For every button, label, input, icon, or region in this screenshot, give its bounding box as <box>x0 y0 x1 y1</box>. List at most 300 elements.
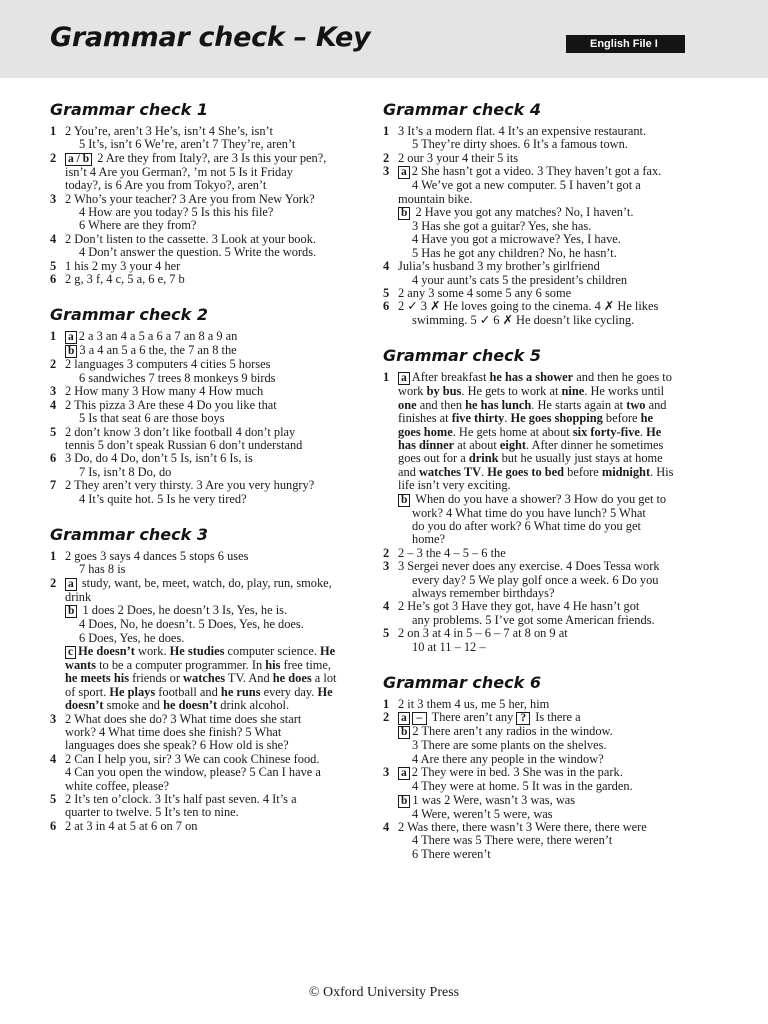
answer-item <box>50 273 350 286</box>
question-number: 2 <box>383 710 390 725</box>
answer-text: mountain bike. <box>398 191 473 206</box>
part-label-box: b <box>398 726 410 739</box>
answer-line <box>65 550 350 563</box>
answer-line <box>398 233 687 246</box>
bold-answer: He goes to bed <box>487 464 565 479</box>
answer-item <box>50 330 350 358</box>
grammar-section <box>383 100 687 327</box>
part-label-box: b <box>398 494 410 507</box>
answer-text: 2 languages 3 computers 4 cities 5 horses <box>65 357 271 372</box>
bold-answer: He <box>646 424 662 439</box>
answer-item <box>50 385 350 398</box>
bold-answer: drink <box>468 451 499 466</box>
answer-item <box>50 550 350 577</box>
answer-line <box>65 372 350 385</box>
answer-text: 6 Where are they from? <box>79 218 197 233</box>
answer-text: work <box>398 384 427 399</box>
answer-text: 2 a 3 an 4 a 5 a 6 a 7 an 8 a 9 an <box>78 329 238 344</box>
answer-text: 4 We’ve got a new computer. 5 I haven’t got a <box>412 178 641 193</box>
answer-text: 4 Have you got a microwave? Yes, I have. <box>412 232 621 247</box>
answer-item <box>383 821 687 861</box>
bold-answer: he has a shower <box>489 370 574 385</box>
answer-line <box>398 385 687 398</box>
answer-item <box>50 426 350 453</box>
answer-line <box>65 233 350 246</box>
answer-item <box>50 452 350 479</box>
answer-line <box>398 520 687 533</box>
answer-content <box>65 550 350 577</box>
answer-text: smoke and <box>103 698 164 713</box>
answer-line <box>65 206 350 219</box>
answer-line <box>65 659 350 672</box>
answer-line <box>398 614 687 627</box>
page-header <box>0 0 768 78</box>
answer-text: 2 – 3 the 4 – 5 – 6 the <box>398 545 506 560</box>
answer-line <box>65 753 350 766</box>
answer-line <box>65 399 350 412</box>
part-label-box: b <box>398 207 410 220</box>
answer-line <box>65 179 350 192</box>
answer-line <box>65 766 350 779</box>
answer-item <box>50 753 350 793</box>
answer-content <box>65 193 350 233</box>
answer-line <box>398 739 687 752</box>
answer-content <box>398 125 687 152</box>
answer-text: 2 g, 3 f, 4 c, 5 a, 6 e, 7 b <box>65 272 185 287</box>
answer-content <box>398 547 687 560</box>
answer-text: 2 How many 3 How many 4 How much <box>65 384 264 399</box>
grammar-section <box>383 673 687 861</box>
answer-line <box>398 507 687 520</box>
question-number: 2 <box>383 150 390 165</box>
answer-line <box>398 152 687 165</box>
answer-item <box>383 627 687 654</box>
bold-answer: midnight <box>601 464 651 479</box>
answer-text: TV. And <box>225 671 273 686</box>
answer-line <box>398 533 687 546</box>
answer-content <box>65 577 350 713</box>
answer-line <box>65 632 350 645</box>
answer-text: free time, <box>280 657 332 672</box>
answer-text: 4 There was 5 There were, there weren’t <box>412 833 613 848</box>
question-number: 3 <box>383 559 390 574</box>
answer-line <box>65 260 350 273</box>
answer-line <box>398 547 687 560</box>
answer-line <box>398 766 687 780</box>
bold-answer: six forty-five <box>572 424 640 439</box>
answer-text: work? 4 What time does she finish? 5 What <box>65 725 282 739</box>
bold-answer: two <box>626 397 646 412</box>
section-title: Grammar check 3 <box>50 524 208 544</box>
answer-text: friends or <box>129 671 184 686</box>
question-number: 1 <box>50 548 57 563</box>
answer-item <box>50 152 350 193</box>
bold-answer: He goes shopping <box>510 411 603 426</box>
answer-line <box>65 591 350 604</box>
answer-line <box>398 587 687 600</box>
bold-answer: watches TV <box>419 464 482 479</box>
answer-line <box>65 152 350 166</box>
part-label-box: b <box>65 605 77 618</box>
answer-text: . He starts again at <box>531 397 627 412</box>
answer-line <box>398 206 687 220</box>
answer-line <box>65 479 350 492</box>
question-number: 2 <box>50 150 57 165</box>
answer-item <box>383 547 687 560</box>
answer-line <box>398 426 687 439</box>
answer-line <box>398 193 687 206</box>
part-label-box: c <box>65 646 76 659</box>
question-number: 1 <box>383 124 390 138</box>
answer-text: . <box>481 464 488 479</box>
answer-line <box>398 399 687 412</box>
answer-line <box>65 806 350 819</box>
sign-box: – <box>412 712 427 725</box>
answer-text: tennis 5 don’t speak Russian 6 don’t understand <box>65 437 303 452</box>
answer-line <box>398 753 687 766</box>
answer-text: before <box>602 411 641 426</box>
answer-item <box>50 820 350 833</box>
question-number: 1 <box>50 329 57 344</box>
answer-text: and <box>398 464 419 479</box>
part-label-box: b <box>65 345 77 358</box>
bold-answer: nine <box>561 384 585 399</box>
answer-line <box>65 412 350 425</box>
answer-line <box>398 698 687 711</box>
answer-item <box>383 711 687 766</box>
question-number: 1 <box>50 124 57 138</box>
answer-line <box>398 808 687 821</box>
answer-line <box>65 577 350 591</box>
answer-item <box>383 300 687 327</box>
answer-text: always remember birthdays? <box>412 585 555 600</box>
answer-text: 3 Sergei never does any exercise. 4 Does Tessa work <box>398 559 660 574</box>
copyright-footer: © Oxford University Press <box>308 985 460 1000</box>
answer-text: 2 our 3 your 4 their 5 its <box>398 150 519 165</box>
section-title: Grammar check 6 <box>383 673 541 692</box>
section-title: Grammar check 5 <box>383 346 541 366</box>
answer-line <box>398 274 687 287</box>
answer-text: 2 There aren’t any radios in the window. <box>412 724 613 739</box>
question-number: 4 <box>383 259 390 274</box>
answer-text: 2 She hasn’t got a video. 3 They haven’t got a fax. <box>411 164 662 179</box>
answer-line <box>398 220 687 233</box>
answer-text: computer science. <box>224 643 321 658</box>
question-number: 6 <box>50 272 57 287</box>
answer-text: 4 They were at home. 5 It was in the garden. <box>412 779 633 794</box>
bold-answer: he does <box>272 671 312 686</box>
answer-content <box>65 125 350 152</box>
bold-answer: his <box>265 657 281 672</box>
answer-text: today?, is 6 Are you from Tokyo?, aren’t <box>65 178 267 193</box>
answer-text: . <box>639 424 647 439</box>
answer-content <box>65 793 350 820</box>
answer-text: . His <box>650 464 674 479</box>
answer-item <box>383 600 687 627</box>
answer-line <box>398 794 687 808</box>
question-number: 1 <box>383 697 390 711</box>
question-number: 2 <box>383 545 390 560</box>
grammar-section <box>383 346 687 654</box>
answer-content <box>65 713 350 753</box>
part-label-box: b <box>398 795 410 808</box>
answer-content <box>65 260 350 273</box>
answer-content <box>65 426 350 453</box>
question-number: 4 <box>383 820 390 835</box>
answer-line <box>398 466 687 479</box>
answer-item <box>50 479 350 506</box>
answer-text: work. <box>134 643 170 658</box>
answer-item <box>383 260 687 287</box>
answer-line <box>65 452 350 465</box>
answer-item <box>383 698 687 711</box>
answer-text: and then <box>416 397 466 412</box>
answer-text: 3 It’s a modern flat. 4 It’s an expensive restaurant. <box>398 124 647 138</box>
answer-content <box>65 753 350 793</box>
answer-text: before <box>564 464 602 479</box>
answer-text: quarter to twelve. 5 It’s ten to nine. <box>65 805 239 820</box>
answer-text: . <box>504 411 511 426</box>
bold-answer: goes home <box>398 424 453 439</box>
answer-text: 2 It’s ten o’clock. 3 It’s half past seven. 4 It’s a <box>65 792 297 807</box>
answer-line <box>398 627 687 640</box>
answer-line <box>65 604 350 618</box>
grammar-section <box>50 100 350 286</box>
answer-text: work? 4 What time do you have lunch? 5 What <box>412 505 646 520</box>
answer-text: finishes at <box>398 411 452 426</box>
answer-text: 4 Does, No, he doesn’t. 5 Does, Yes, he does. <box>79 617 304 632</box>
answer-line <box>65 645 350 659</box>
answer-content <box>398 560 687 600</box>
bold-answer: He <box>320 643 336 658</box>
answer-content <box>65 479 350 506</box>
answer-text: 5 They’re dirty shoes. 6 It’s a famous town. <box>412 137 628 152</box>
answer-line <box>398 641 687 654</box>
answer-text: 2 You’re, aren’t 3 He’s, isn’t 4 She’s, isn’t <box>65 124 273 138</box>
answer-text: at about <box>454 437 500 452</box>
right-column <box>383 100 687 880</box>
answer-line <box>65 563 350 576</box>
answer-line <box>398 600 687 613</box>
answer-text: 4 Are there any people in the window? <box>412 751 604 766</box>
answer-content <box>398 165 687 260</box>
answer-text: and then he goes to <box>573 370 672 385</box>
answer-text: 6 sandwiches 7 trees 8 monkeys 9 birds <box>79 370 276 385</box>
answer-content <box>65 385 350 398</box>
answer-content <box>398 152 687 165</box>
answer-content <box>398 627 687 654</box>
answer-text: 2 Who’s your teacher? 3 Are you from New York? <box>65 191 315 206</box>
answer-line <box>398 711 687 725</box>
answer-line <box>65 166 350 179</box>
answer-text: football and <box>155 684 221 699</box>
part-label-box: a <box>65 331 77 344</box>
answer-line <box>65 618 350 631</box>
answer-item <box>50 713 350 753</box>
answer-line <box>398 821 687 834</box>
answer-text: 4 Can you open the window, please? 5 Can I have a <box>65 765 321 780</box>
answer-text: When do you have a shower? 3 How do you get to <box>412 491 667 506</box>
answer-text: . He gets to work at <box>461 384 562 399</box>
answer-text: 2 on 3 at 4 in 5 – 6 – 7 at 8 on 9 at <box>398 626 568 641</box>
answer-item <box>383 766 687 821</box>
grammar-section <box>50 305 350 505</box>
part-label-box: a <box>65 578 77 591</box>
answer-text: 4 your aunt’s cats 5 the president’s children <box>412 272 628 287</box>
answer-text: 2 Don’t listen to the cassette. 3 Look at your book. <box>65 231 316 246</box>
answer-text: but he usually just stays at home <box>498 451 663 466</box>
answer-content <box>398 287 687 300</box>
answer-line <box>398 371 687 385</box>
answer-line <box>65 493 350 506</box>
answer-item <box>50 399 350 426</box>
answer-line <box>65 385 350 398</box>
answer-line <box>398 452 687 465</box>
answer-line <box>65 780 350 793</box>
answer-text: 7 Is, isn’t 8 Do, do <box>79 464 172 479</box>
answer-text: 4 It’s quite hot. 5 Is he very tired? <box>79 491 247 506</box>
answer-text: 6 There weren’t <box>412 846 491 861</box>
answer-line <box>65 426 350 439</box>
answer-text: 1 does 2 Does, he doesn’t 3 Is, Yes, he is. <box>79 603 288 618</box>
answer-line <box>398 834 687 847</box>
answer-line <box>398 247 687 260</box>
answer-line <box>65 466 350 479</box>
answer-text: 2 Are they from Italy?, are 3 Is this your pen?, <box>94 150 327 165</box>
question-number: 7 <box>50 478 57 493</box>
answer-text: There aren’t any <box>428 710 517 725</box>
answer-content <box>398 300 687 327</box>
question-number: 6 <box>50 451 57 466</box>
answer-line <box>398 260 687 273</box>
answer-line <box>65 193 350 206</box>
answer-content <box>65 273 350 286</box>
answer-text: 2 ✓ 3 ✗ He loves going to the cinema. 4 ✗ He likes <box>398 299 659 314</box>
left-column <box>50 100 350 852</box>
page-title: Grammar check – Key <box>50 22 371 53</box>
answer-text: Is there a <box>532 710 581 725</box>
question-number: 4 <box>50 751 57 766</box>
answer-line <box>398 179 687 192</box>
answer-text: 4 How are you today? 5 Is this his file? <box>79 205 274 220</box>
answer-line <box>398 300 687 313</box>
answer-content <box>398 600 687 627</box>
section-title: Grammar check 2 <box>50 305 208 325</box>
answer-text: goes out for a <box>398 451 469 466</box>
answer-text: 2 They were in bed. 3 She was in the park. <box>411 765 623 780</box>
answer-text: 4 Don’t answer the question. 5 Write the words. <box>79 245 317 260</box>
answer-text: life isn’t very exciting. <box>398 478 511 493</box>
question-number: 1 <box>383 370 390 385</box>
series-badge: English File I <box>566 35 685 53</box>
answer-item <box>383 125 687 152</box>
question-number: 3 <box>383 765 390 780</box>
bold-answer: watches <box>183 671 226 686</box>
answer-line <box>398 125 687 138</box>
answer-text: study, want, be, meet, watch, do, play, run, smoke, <box>78 575 332 590</box>
question-number: 4 <box>50 231 57 246</box>
answer-item <box>50 233 350 260</box>
answer-item <box>50 125 350 152</box>
answer-text: drink <box>65 589 92 604</box>
answer-item <box>50 260 350 273</box>
answer-line <box>65 246 350 259</box>
answer-line <box>398 574 687 587</box>
answer-text: 2 They aren’t very thirsty. 3 Are you very hungry? <box>65 478 315 493</box>
answer-text: . He gets home at about <box>452 424 573 439</box>
answer-text: 10 at 11 – 12 – <box>412 639 486 654</box>
answer-line <box>65 820 350 833</box>
answer-text: . He works until <box>584 384 665 399</box>
bold-answer: he runs <box>220 684 261 699</box>
answer-content <box>398 711 687 766</box>
answer-text: any problems. 5 I’ve got some American friends. <box>412 612 655 627</box>
answer-text: 7 has 8 is <box>79 562 126 577</box>
answer-text: languages does she speak? 6 How old is she? <box>65 738 289 753</box>
answer-text: . After dinner he sometimes <box>526 437 664 452</box>
answer-line <box>65 330 350 344</box>
answer-text: do you do after work? 6 What time do you get <box>412 518 641 533</box>
answer-line <box>398 493 687 507</box>
bold-answer: He plays <box>109 684 156 699</box>
part-label-box: a <box>398 166 410 179</box>
answer-item <box>50 793 350 820</box>
answer-line <box>65 358 350 371</box>
question-box: ? <box>516 712 530 725</box>
answer-line <box>398 560 687 573</box>
answer-content <box>398 766 687 821</box>
answer-text: 5 Has he got any children? No, he hasn’t. <box>412 245 617 260</box>
answer-item <box>50 358 350 385</box>
bold-answer: he has lunch <box>465 397 532 412</box>
answer-line <box>65 726 350 739</box>
bold-answer: he meets his <box>65 671 130 686</box>
answer-text: 3 Do, do 4 Do, don’t 5 Is, isn’t 6 Is, is <box>65 451 253 466</box>
question-number: 3 <box>50 191 57 206</box>
question-number: 4 <box>50 397 57 412</box>
answer-text: drink alcohol. <box>217 698 290 713</box>
answer-text: 2 Can I help you, sir? 3 We can cook Chinese food. <box>65 751 320 766</box>
answer-text: 2 He’s got 3 Have they got, have 4 He hasn’t got <box>398 599 640 614</box>
answer-item <box>383 560 687 600</box>
answer-line <box>398 165 687 179</box>
bold-answer: He studies <box>169 643 225 658</box>
answer-text: and <box>645 397 667 412</box>
answer-line <box>398 479 687 492</box>
answer-line <box>65 793 350 806</box>
question-number: 3 <box>50 711 57 726</box>
answer-text: swimming. 5 ✓ 6 ✗ He doesn’t like cycling. <box>412 312 635 327</box>
answer-text: 3 Has she got a guitar? Yes, she has. <box>412 219 592 234</box>
answer-text: 2 goes 3 says 4 dances 5 stops 6 uses <box>65 548 249 563</box>
bold-answer: He <box>317 684 333 699</box>
part-label-box: a <box>398 372 410 385</box>
answer-line <box>65 713 350 726</box>
answer-content <box>398 371 687 546</box>
answer-line <box>65 686 350 699</box>
answer-text: 2 at 3 in 4 at 5 at 6 on 7 on <box>65 818 198 833</box>
question-number: 5 <box>383 286 390 301</box>
answer-line <box>65 739 350 752</box>
answer-content <box>65 820 350 833</box>
answer-line <box>398 848 687 861</box>
answer-text: 2 What does she do? 3 What time does she start <box>65 711 302 726</box>
answer-line <box>65 344 350 358</box>
answer-item <box>383 371 687 546</box>
answer-text: 4 Were, weren’t 5 were, was <box>412 806 553 821</box>
section-title: Grammar check 4 <box>383 100 541 119</box>
bold-answer: eight <box>499 437 527 452</box>
